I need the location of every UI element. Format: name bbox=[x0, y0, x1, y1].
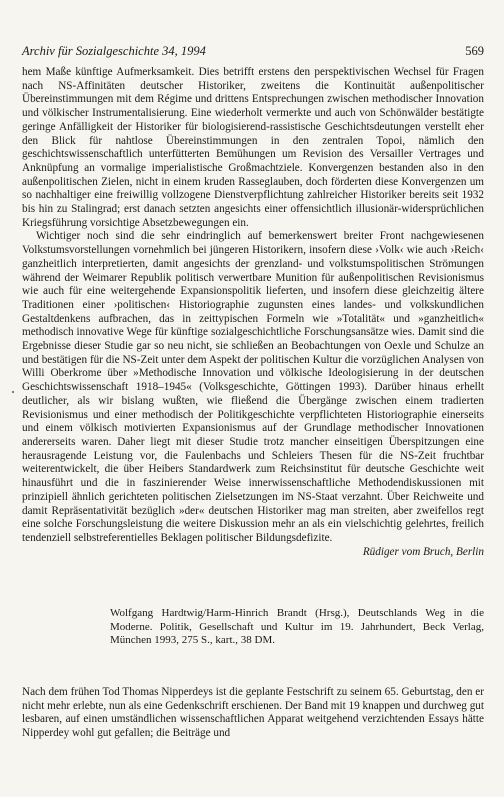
reviewer-signature: Rüdiger vom Bruch, Berlin bbox=[362, 545, 484, 558]
journal-title: Archiv für Sozialgeschichte 34, 1994 bbox=[22, 44, 206, 58]
body-paragraph-1: hem Maße künftige Aufmerksamkeit. Dies betrifft erstens den perspektivischen Wechsel für Fragen nach NS-Affinitäten deutscher Historiker, zweitens die Kontinuität außenpolitischer Übereinstimmungen mit dem Régime und drittens Entsprechungen zwischen methodischer Innovation und völkischer Instrumentalisierung. Eine wiederholt vermerkte und auch von Schönwälder bestätigte geringe Anfälligkeit der Historiker für biologisierend-rassistische Geschichtsdeutungen verstellt eher den Blick für nahtlose Übereinstimmungen in den zentralen Topoi, nämlich den geschichtswissenschaftlich unterfütterten Bemühungen um Revision des Versailler Vertrages und Anknüpfung an vormalige imperialistische Großmachtziele. Konvergenzen bestanden also in den außenpolitischen Zielen, nicht in einem kruden Rasseglauben, doch förderten diese Konvergenzen um so nachhaltiger eine freiwillig vollzogene Dienstverpflichtung zahlreicher Historiker bereits seit 1932 bis hin zu Stalingrad; erst danach setzten angesichts einer offensichtlich illusionär-widersprüchlichen Kriegsführung vorsichtige Absetzbewegungen ein. bbox=[22, 66, 484, 229]
review-body bbox=[22, 66, 484, 559]
next-review-opening: Nach dem frühen Tod Thomas Nipperdeys ist die geplante Festschrift zu seinem 65. Geburtstag, den er nicht mehr erlebte, nun als eine Gedenkschrift erschienen. Der Band mit 19 knappen und durchweg gut lesbaren, auf einen umständlichen wissenschaftlichen Apparat weitgehend verzichtenden Essays hätte Nipperdey wohl gut gefallen; die Beiträge und bbox=[22, 686, 484, 740]
page-number: 569 bbox=[465, 44, 484, 58]
running-header bbox=[22, 44, 484, 59]
book-citation: Wolfgang Hardtwig/Harm-Hinrich Brandt (Hrsg.), Deutschlands Weg in die Moderne. Politik, Gesellschaft und Kultur im 19. Jahrhundert, Beck Verlag, München 1993, 275 S., kart., 38 DM. bbox=[110, 607, 484, 647]
margin-mark bbox=[12, 391, 14, 393]
body-paragraph-2: Wichtiger noch sind die sehr eindringlich auf bemerkenswert breiter Front nachgewiesenen Volkstumsvorstellungen vornehmlich bei jüngeren Historikern, insofern diese ›Volk‹ wie auch ›Reich‹ ganzheitlich interpretierten, damit angesichts der grenzland- und volkstumspolitischen Strömungen während der Weimarer Republik politisch verwertbare Munition für außenpolitischen Revisionismus wie auch für eine weitergehende Expansionspolitik lieferten, und insofern diese gleichzeitig ältere Traditionen einer ›politischen‹ Historiographie zugunsten eines landes- und volkskundlichen Gestaltdenkens aufbrachen, das in zeittypischen Formeln wie »Totalität« und »ganzheitlich« methodisch innovative Wege für künftige sozialgeschichtliche Forschungsansätze wies. Damit sind die Ergebnisse dieser Studie gar so neu nicht, sie schließen an Beobachtungen von Oexle und Schulze an und bestätigen für die NS-Zeit unter dem Aspekt der politischen Kultur die vorzüglichen Analysen von Willi Oberkrome über »Methodische Innovation und völkische Ideologisierung in der deutschen Geschichtswissenschaft 1918–1945« (Volksgeschichte, Göttingen 1993). Darüber hinaus erhellt deutlicher, als wir bislang wußten, wie fließend die Übergänge zwischen einem tradierten Revisionismus und einer methodisch der Politikgeschichte verpflichteten Historiographie einerseits und einem völkisch motivierten Expansionismus auf der Grundlage methodischer Innovationen andererseits waren. Daher liegt mit dieser Studie trotz mancher einseitigen Überspitzungen eine herausragende Leistung vor, die Faulenbachs und Schleiers Thesen für die NS-Zeit fruchtbar weiterentwickelt, die über Heibers Standardwerk zum Reichsinstitut für deutsche Geschichte weit hinausführt und die in faszinierender Weise innerwissenschaftliche Methodendiskussionen mit prinzipiell ähnlich gerichteten politischen Zielsetzungen im NS-Staat verzahnt. Über Reichweite und damit Repräsentativität bezüglich »der« deutschen Historiker mag man streiten, aber zweifellos regt eine solche Forschungsleistung die weitere Diskussion mehr an als ein vielschichtig gelehrtes, freilich tendenziell selbstreferentielles Beklagen politischer Bildungsdefizite. bbox=[22, 230, 484, 544]
